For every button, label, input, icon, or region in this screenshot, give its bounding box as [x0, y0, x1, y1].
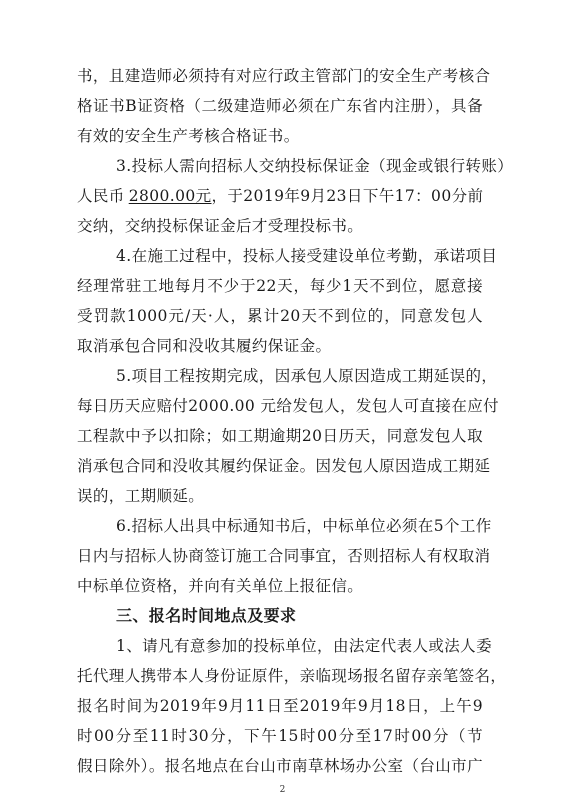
item5-line-2: 每日历天应赔付2000.00 元给发包人，发包人可直接在应付	[77, 397, 500, 415]
section3-line-2: 托代理人携带本人身份证原件，亲临现场报名留存亲笔签名，	[77, 667, 507, 685]
item4-line-4: 取消承包合同和没收其履约保证金。	[77, 337, 332, 355]
section3-line-4: 时00分至11时30分，下午15时00分至17时00分（节	[77, 727, 483, 745]
item3-line-2	[77, 186, 483, 206]
item4-line-1: 4.在施工过程中，投标人接受建设单位考勤，承诺项目	[116, 247, 498, 265]
item3-line-1: 3.投标人需向招标人交纳投标保证金（现金或银行转账）	[116, 157, 514, 175]
section3-line-1: 1、请凡有意参加的投标单位，由法定代表人或法人委	[116, 637, 492, 655]
item5-line-4: 消承包合同和没收其履约保证金。因发包人原因造成工期延	[77, 457, 491, 475]
intro-line-3: 有效的安全生产考核合格证书。	[77, 127, 300, 145]
item4-line-2: 经理常驻工地每月不少于22天，每少1天不到位，愿意接	[77, 277, 483, 295]
item5-line-3: 工程款中予以扣除；如工期逾期20日历天，同意发包人取	[77, 427, 483, 445]
item4-line-3: 受罚款1000元/天·人，累计20天不到位的，同意发包人	[77, 307, 483, 325]
section3-line-5: 假日除外）。报名地点在台山市南草林场办公室（台山市广	[77, 757, 483, 775]
intro-line-2: 格证书B证资格（二级建造师必须在广东省内注册），具备	[77, 97, 483, 115]
item3-deadline-text: ，于2019年9月23日下午17：00分前	[211, 187, 484, 205]
section3-line-3: 报名时间为2019年9月11日至2019年9月18日，上午9	[77, 697, 483, 715]
item6-line-1: 6.招标人出具中标通知书后，中标单位必须在5个工作	[116, 517, 492, 535]
item5-line-5: 误的，工期顺延。	[77, 487, 205, 505]
item3-deposit-amount: 2800.00元	[128, 187, 212, 205]
item6-line-2: 日内与招标人协商签订施工合同事宜，否则招标人有权取消	[77, 547, 491, 565]
item5-line-1: 5.项目工程按期完成，因承包人原因造成工期延误的，	[116, 367, 498, 385]
section3-heading: 三、报名时间地点及要求	[116, 606, 297, 625]
item6-line-3: 中标单位资格，并向有关单位上报征信。	[77, 577, 364, 595]
item3-currency-label: 人民币	[77, 187, 125, 205]
page-number: 2	[279, 785, 286, 795]
intro-line-1: 书，且建造师必须持有对应行政主管部门的安全生产考核合	[77, 67, 491, 85]
item3-line-3: 交纳，交纳投标保证金后才受理投标书。	[77, 217, 364, 235]
